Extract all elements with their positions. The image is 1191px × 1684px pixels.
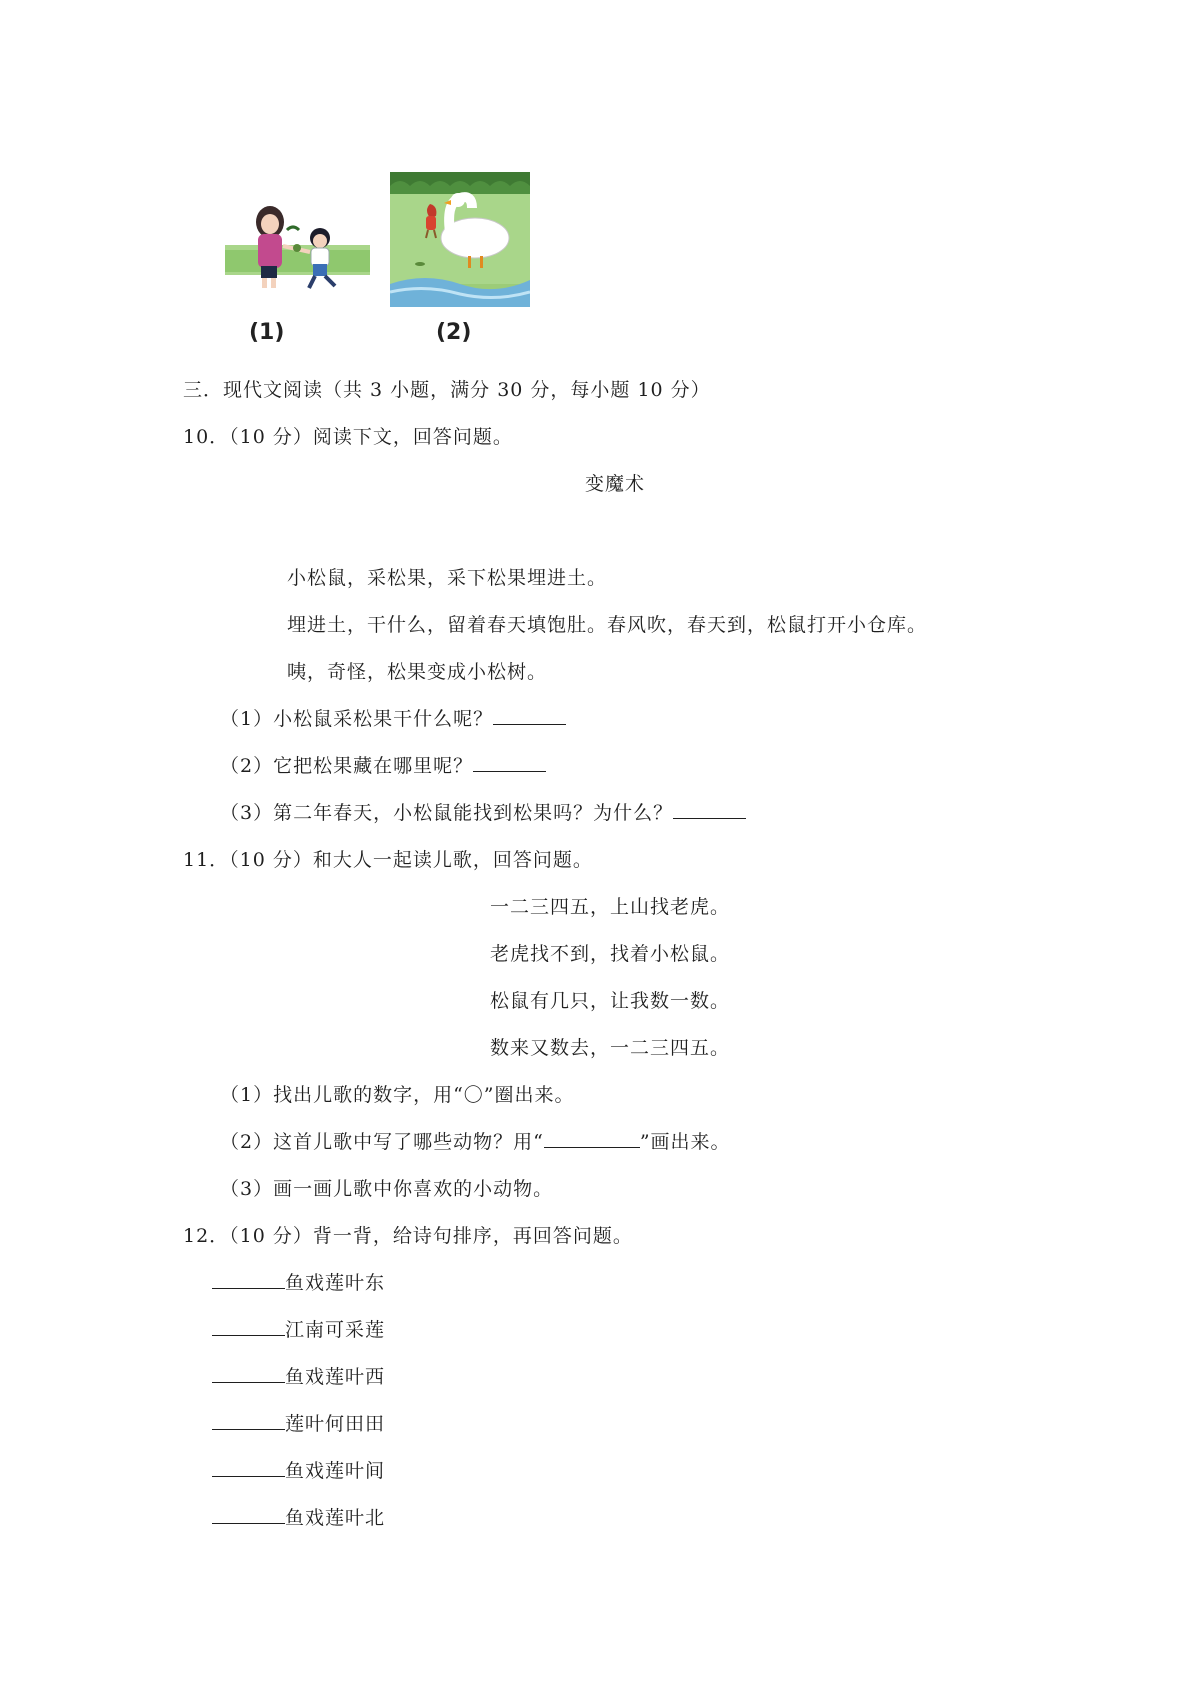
q12-poem-line: 鱼戏莲叶北 xyxy=(285,1507,386,1529)
q11-subquestion-2-text: （2）这首儿歌中写了哪些动物？用“ xyxy=(220,1131,544,1153)
answer-blank[interactable] xyxy=(673,800,746,819)
q12-poem-item xyxy=(212,1411,385,1437)
q10-subquestion-text: （1）小松鼠采松果干什么呢？ xyxy=(220,708,494,730)
q10-subquestion-text: （2）它把松果藏在哪里呢？ xyxy=(220,755,474,777)
picture-2-caption: (2) xyxy=(436,320,472,345)
q12-header: 12．（10 分）背一背，给诗句排序，再回答问题。 xyxy=(183,1225,633,1247)
picture-2-goose-on-grass xyxy=(390,172,530,307)
q11-subquestion-2 xyxy=(220,1129,731,1155)
answer-blank[interactable] xyxy=(473,753,546,772)
q10-header: 10．（10 分）阅读下文，回答问题。 xyxy=(183,426,513,448)
q11-poem-line: 松鼠有几只，让我数一数。 xyxy=(490,990,731,1012)
order-blank[interactable] xyxy=(212,1411,285,1430)
q12-poem-line: 鱼戏莲叶西 xyxy=(285,1366,386,1388)
q12-poem-line: 鱼戏莲叶东 xyxy=(285,1272,386,1294)
q10-passage-title: 变魔术 xyxy=(585,473,646,495)
q11-subquestion-3: （3）画一画儿歌中你喜欢的小动物。 xyxy=(220,1178,554,1200)
q11-poem-line: 老虎找不到，找着小松鼠。 xyxy=(490,943,731,965)
order-blank[interactable] xyxy=(212,1317,285,1336)
q12-poem-line: 莲叶何田田 xyxy=(285,1413,386,1435)
q10-passage-line: 埋进土，干什么，留着春天填饱肚。春风吹，春天到，松鼠打开小仓库。 xyxy=(287,614,928,636)
underline-sample xyxy=(544,1129,640,1148)
q10-subquestion-1 xyxy=(220,706,566,732)
section-title: 三．现代文阅读（共 3 小题，满分 30 分，每小题 10 分） xyxy=(183,379,711,401)
order-blank[interactable] xyxy=(212,1270,285,1289)
q12-poem-item xyxy=(212,1270,385,1296)
q11-header: 11．（10 分）和大人一起读儿歌，回答问题。 xyxy=(183,849,593,871)
q10-subquestion-text: （3）第二年春天，小松鼠能找到松果吗？为什么？ xyxy=(220,802,674,824)
q11-poem-line: 数来又数去，一二三四五。 xyxy=(490,1037,731,1059)
q12-poem-item xyxy=(212,1317,385,1343)
order-blank[interactable] xyxy=(212,1458,285,1477)
q11-poem-line: 一二三四五，上山找老虎。 xyxy=(490,896,731,918)
q12-poem-item xyxy=(212,1364,385,1390)
q10-subquestion-2 xyxy=(220,753,546,779)
answer-blank[interactable] xyxy=(493,706,566,725)
order-blank[interactable] xyxy=(212,1505,285,1524)
q10-passage-line: 咦，奇怪，松果变成小松树。 xyxy=(287,661,548,683)
q10-passage-line: 小松鼠，采松果，采下松果埋进土。 xyxy=(287,567,608,589)
q12-poem-line: 鱼戏莲叶间 xyxy=(285,1460,386,1482)
picture-1-woman-and-child xyxy=(225,200,370,295)
picture-1-caption: (1) xyxy=(249,320,285,345)
q12-poem-line: 江南可采莲 xyxy=(285,1319,386,1341)
q10-subquestion-3 xyxy=(220,800,746,826)
q11-subquestion-1: （1）找出儿歌的数字，用“〇”圈出来。 xyxy=(220,1084,575,1106)
order-blank[interactable] xyxy=(212,1364,285,1383)
q11-subquestion-2-text-end: ”画出来。 xyxy=(639,1131,731,1153)
q12-poem-item xyxy=(212,1505,385,1531)
q12-poem-item xyxy=(212,1458,385,1484)
